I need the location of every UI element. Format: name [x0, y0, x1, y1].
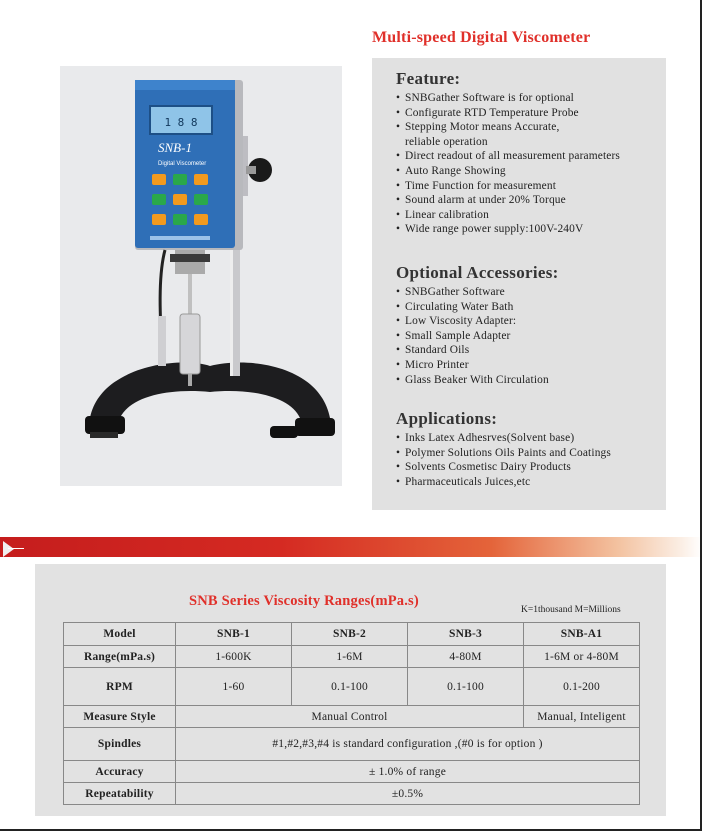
device-button: [152, 214, 166, 225]
list-item: • SNBGather Software is for optional: [396, 92, 574, 104]
device-button: [173, 214, 187, 225]
list-item: • Small Sample Adapter: [396, 329, 511, 342]
table-cell: 1-60: [176, 668, 292, 706]
table-row: [64, 646, 640, 668]
list-item: • Solvents Cosmetisc Dairy Products: [396, 461, 571, 474]
list-item: • Polymer Solutions Oils Paints and Coatings: [396, 446, 611, 459]
table-cell: 0.1-200: [524, 668, 640, 706]
list-item: • Configurate RTD Temperature Probe: [396, 106, 579, 119]
device-display-text: 1 8 8: [164, 116, 198, 129]
table-cell: Manual Control: [176, 706, 524, 728]
table-row: [64, 761, 640, 783]
device-button: [173, 174, 187, 185]
table-cell: ± 1.0% of range: [176, 761, 640, 783]
list-item: • Glass Beaker With Circulation: [396, 373, 549, 386]
table-cell: 1-6M: [292, 646, 408, 668]
table-row: [64, 783, 640, 805]
device-button: [152, 194, 166, 205]
table-cell: Accuracy: [64, 761, 176, 783]
viscometer-illustration: [60, 66, 342, 486]
list-item: • Standard Oils: [396, 344, 470, 357]
applications-list: [396, 431, 611, 489]
table-title: SNB Series Viscosity Ranges(mPa.s): [189, 593, 419, 609]
table-cell: Model: [64, 623, 176, 646]
product-photo: [60, 66, 342, 486]
table-cell: #1,#2,#3,#4 is standard configuration ,(#0 is for option ): [176, 728, 640, 761]
table-cell: Measure Style: [64, 706, 176, 728]
table-cell: Repeatability: [64, 783, 176, 805]
list-item: • Wide range power supply:100V-240V: [396, 223, 584, 236]
table-cell: SNB-A1: [524, 623, 640, 646]
feature-list: [396, 91, 620, 237]
page-title: Multi-speed Digital Viscometer: [372, 29, 591, 46]
list-item: • Pharmaceuticals Juices,etc: [396, 475, 531, 488]
feature-section: [396, 69, 620, 237]
specification-panel: [372, 58, 666, 510]
accessories-heading: Optional Accessories:: [396, 263, 559, 282]
list-item: • Low Viscosity Adapter:: [396, 315, 517, 328]
table-row: [64, 623, 640, 646]
table-cell: SNB-3: [408, 623, 524, 646]
table-cell: 4-80M: [408, 646, 524, 668]
table-cell: SNB-2: [292, 623, 408, 646]
feature-heading: Feature:: [396, 69, 461, 88]
list-item: • Linear calibration: [396, 208, 489, 221]
list-item: • Circulating Water Bath: [396, 300, 514, 313]
table-cell: Range(mPa.s): [64, 646, 176, 668]
viscosity-ranges-table: [63, 622, 640, 805]
list-item: • Sound alarm at under 20% Torque: [396, 194, 566, 207]
table-cell: SNB-1: [176, 623, 292, 646]
list-item: • Time Function for measurement: [396, 179, 557, 192]
device-button: [152, 174, 166, 185]
applications-heading: Applications:: [396, 409, 498, 428]
table-cell: 1-600K: [176, 646, 292, 668]
table-cell: Manual, Inteligent: [524, 706, 640, 728]
accessories-section: [396, 263, 559, 387]
list-item: reliable operation: [405, 135, 488, 148]
table-cell: 1-6M or 4-80M: [524, 646, 640, 668]
list-item: • Stepping Motor means Accurate,: [396, 121, 560, 134]
list-item: • SNBGather Software: [396, 286, 505, 298]
table-note: K=1thousand M=Millions: [521, 605, 621, 615]
table-row: [64, 728, 640, 761]
divider-band: [0, 537, 702, 557]
device-button: [194, 194, 208, 205]
list-item: • Direct readout of all measurement parameters: [396, 150, 621, 163]
device-button: [173, 194, 187, 205]
accessories-list: [396, 285, 559, 387]
divider-line: [8, 548, 24, 549]
device-sub-label: Digital Viscometer: [158, 161, 207, 167]
table-row: [64, 668, 640, 706]
list-item: • Inks Latex Adhesrves(Solvent base): [396, 432, 575, 444]
arrow-icon: [3, 541, 14, 557]
device-button: [194, 174, 208, 185]
list-item: • Auto Range Showing: [396, 164, 506, 177]
device-brand-label: SNB-1: [158, 140, 192, 155]
table-row: [64, 706, 640, 728]
device-button: [194, 214, 208, 225]
applications-section: [396, 409, 611, 489]
list-item: • Micro Printer: [396, 358, 469, 371]
table-cell: 0.1-100: [292, 668, 408, 706]
table-cell: ±0.5%: [176, 783, 640, 805]
table-cell: 0.1-100: [408, 668, 524, 706]
table-cell: Spindles: [64, 728, 176, 761]
table-cell: RPM: [64, 668, 176, 706]
